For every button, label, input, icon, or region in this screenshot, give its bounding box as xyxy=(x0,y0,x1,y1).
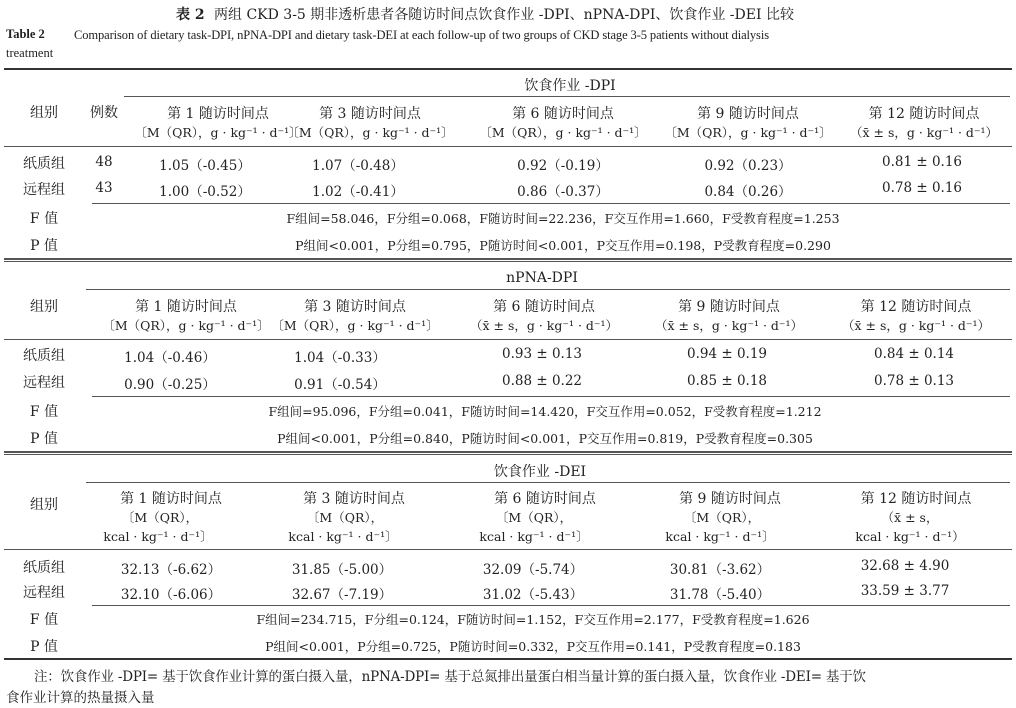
col-header-unit: kcal · kg⁻¹ · d⁻¹〕 xyxy=(665,529,775,544)
table-cell: 31.02（-5.43） xyxy=(482,587,584,603)
p-label: P 值 xyxy=(30,238,58,254)
col-group-header: 组别 xyxy=(30,497,58,513)
table-title-en: Comparison of dietary task-DPI, nPNA-DPI and dietary task-DEI at each follow-up of two groups of CKD stage 3-5 patients without dialysis xyxy=(74,28,769,42)
group-name: 纸质组 xyxy=(23,560,65,576)
table-cell: 0.86（-0.37） xyxy=(517,184,609,200)
col-header-unit: （x̄ ± s， xyxy=(881,510,939,525)
col-header-unit: kcal · kg⁻¹ · d⁻¹〕 xyxy=(288,529,398,544)
section-title: 饮食作业 -DPI xyxy=(524,78,616,94)
col-header: 第 1 随访时间点 xyxy=(120,491,222,507)
table-note-cont: 食作业计算的热量摄入量 xyxy=(6,690,155,706)
section-rule xyxy=(124,96,1010,97)
col-header: 第 9 随访时间点 xyxy=(679,491,781,507)
col-header: 第 12 随访时间点 xyxy=(868,106,980,122)
table-cell: 0.78 ± 0.16 xyxy=(881,180,963,196)
f-statistics: F组间=95.096，F分组=0.041，F随访时间=14.420，F交互作用=0.052，F受教育程度=1.212 xyxy=(268,404,822,419)
col-header-unit: kcal · kg⁻¹ · d⁻¹） xyxy=(855,529,965,544)
section-rule xyxy=(86,482,1010,483)
col-header-unit: 〔M（QR），g · kg⁻¹ · d⁻¹〕 xyxy=(479,125,647,140)
col-cases-header: 例数 xyxy=(90,105,118,121)
col-header-unit: 〔M（QR），g · kg⁻¹ · d⁻¹〕 xyxy=(102,318,270,333)
col-header-unit: 〔M（QR），g · kg⁻¹ · d⁻¹〕 xyxy=(286,125,454,140)
table-cell: 32.67（-7.19） xyxy=(291,587,393,603)
p-label: P 值 xyxy=(30,639,58,655)
table-cell: 1.02（-0.41） xyxy=(312,184,404,200)
col-header-unit: kcal · kg⁻¹ · d⁻¹〕 xyxy=(103,529,213,544)
table-cell: 1.05（-0.45） xyxy=(159,158,251,174)
col-header-unit: 〔M（QR）， xyxy=(683,510,761,525)
stat-rule xyxy=(92,203,1010,204)
f-label: F 值 xyxy=(29,612,59,628)
header-rule xyxy=(4,549,1012,550)
group-name: 纸质组 xyxy=(23,156,65,172)
section-rule xyxy=(86,289,1010,290)
section-divider xyxy=(4,261,1012,262)
col-header-unit: 〔M（QR）， xyxy=(306,510,384,525)
stat-rule xyxy=(92,605,1010,606)
table-note: 注：饮食作业 -DPI= 基于饮食作业计算的蛋白摄入量，nPNA-DPI= 基于总氮排出量蛋白相当量计算的蛋白摄入量，饮食作业 -DEI= 基于饮 xyxy=(34,669,866,685)
table-cell: 0.92（-0.19） xyxy=(517,158,609,174)
col-header-unit: （x̄ ± s，g · kg⁻¹ · d⁻¹） xyxy=(469,318,619,333)
col-header-unit: kcal · kg⁻¹ · d⁻¹〕 xyxy=(479,529,589,544)
table-title-en-cont: treatment xyxy=(6,46,54,60)
f-label: F 值 xyxy=(29,404,59,420)
table-cell: 0.85 ± 0.18 xyxy=(686,373,768,389)
table-cell: 1.00（-0.52） xyxy=(159,184,251,200)
group-count: 43 xyxy=(95,180,113,196)
f-statistics: F组间=234.715，F分组=0.124，F随访时间=1.152，F交互作用=2.177，F受教育程度=1.626 xyxy=(256,612,810,627)
section-divider xyxy=(4,258,1012,260)
table-title-cn: 两组 CKD 3-5 期非透析患者各随访时间点饮食作业 -DPI、nPNA-DPI、饮食作业 -DEI 比较 xyxy=(214,7,794,23)
table-cell: 0.84（0.26） xyxy=(704,184,792,200)
f-label: F 值 xyxy=(29,211,59,227)
section-title: nPNA-DPI xyxy=(506,270,578,286)
header-rule xyxy=(4,146,1012,147)
f-statistics: F组间=58.046，F分组=0.068，F随访时间=22.236，F交互作用=1.660，F受教育程度=1.253 xyxy=(286,211,840,226)
col-header-unit: 〔M（QR）， xyxy=(495,510,573,525)
col-header-unit: 〔M（QR）， xyxy=(121,510,199,525)
col-header-unit: 〔M（QR），g · kg⁻¹ · d⁻¹〕 xyxy=(271,318,439,333)
col-header: 第 3 随访时间点 xyxy=(319,106,421,122)
col-header: 第 1 随访时间点 xyxy=(135,299,237,315)
table-cell: 1.07（-0.48） xyxy=(312,158,404,174)
table-cell: 0.84 ± 0.14 xyxy=(873,346,955,362)
p-statistics: P组间<0.001，P分组=0.840，P随访时间<0.001，P交互作用=0.819，P受教育程度=0.305 xyxy=(277,431,813,446)
section-divider xyxy=(4,451,1012,453)
table-label-cn: 表 2 xyxy=(176,7,205,23)
col-header: 第 3 随访时间点 xyxy=(303,491,405,507)
table-cell: 1.04（-0.33） xyxy=(294,350,386,366)
table-cell: 0.94 ± 0.19 xyxy=(686,346,768,362)
table-cell: 33.59 ± 3.77 xyxy=(860,583,950,599)
stat-rule xyxy=(92,396,1010,397)
col-header-unit: （x̄ ± s，g · kg⁻¹ · d⁻¹） xyxy=(654,318,804,333)
col-header: 第 1 随访时间点 xyxy=(167,106,269,122)
table-cell: 0.78 ± 0.13 xyxy=(873,373,955,389)
col-header: 第 12 随访时间点 xyxy=(860,491,972,507)
col-header: 第 6 随访时间点 xyxy=(493,299,595,315)
table-cell: 0.92（0.23） xyxy=(704,158,792,174)
section-divider xyxy=(4,454,1012,455)
table-cell: 32.68 ± 4.90 xyxy=(860,558,950,574)
table-cell: 30.81（-3.62） xyxy=(669,562,771,578)
table-cell: 31.85（-5.00） xyxy=(291,562,393,578)
group-name: 纸质组 xyxy=(23,348,65,364)
table-cell: 31.78（-5.40） xyxy=(669,587,771,603)
group-name: 远程组 xyxy=(23,375,65,391)
table-cell: 32.10（-6.06） xyxy=(120,587,222,603)
col-header: 第 3 随访时间点 xyxy=(304,299,406,315)
table-cell: 0.88 ± 0.22 xyxy=(501,373,583,389)
p-statistics: P组间<0.001，P分组=0.725，P随访时间=0.332，P交互作用=0.141，P受教育程度=0.183 xyxy=(265,639,801,654)
col-header: 第 6 随访时间点 xyxy=(512,106,614,122)
col-group-header: 组别 xyxy=(30,105,58,121)
col-header-unit: 〔M（QR），g · kg⁻¹ · d⁻¹〕 xyxy=(664,125,832,140)
header-rule xyxy=(4,339,1012,340)
col-header: 第 12 随访时间点 xyxy=(860,299,972,315)
col-header-unit: 〔M（QR），g · kg⁻¹ · d⁻¹〕 xyxy=(134,125,302,140)
p-statistics: P组间<0.001，P分组=0.795，P随访时间<0.001，P交互作用=0.198，P受教育程度=0.290 xyxy=(295,238,831,253)
table-cell: 1.04（-0.46） xyxy=(124,350,216,366)
col-header-unit: （x̄ ± s，g · kg⁻¹ · d⁻¹） xyxy=(841,318,991,333)
table-cell: 0.93 ± 0.13 xyxy=(501,346,583,362)
group-name: 远程组 xyxy=(23,182,65,198)
col-group-header: 组别 xyxy=(30,299,58,315)
col-header: 第 9 随访时间点 xyxy=(697,106,799,122)
group-count: 48 xyxy=(95,154,113,170)
table-cell: 32.13（-6.62） xyxy=(120,562,222,578)
table-cell: 0.90（-0.25） xyxy=(124,377,216,393)
top-rule xyxy=(4,68,1012,70)
table-cell: 32.09（-5.74） xyxy=(482,562,584,578)
table-cell: 0.81 ± 0.16 xyxy=(881,154,963,170)
col-header-unit: （x̄ ± s，g · kg⁻¹ · d⁻¹） xyxy=(849,125,999,140)
p-label: P 值 xyxy=(30,431,58,447)
group-name: 远程组 xyxy=(23,585,65,601)
table-label-en: Table 2 xyxy=(6,27,45,41)
col-header: 第 9 随访时间点 xyxy=(678,299,780,315)
table-cell: 0.91（-0.54） xyxy=(294,377,386,393)
bottom-rule xyxy=(4,658,1012,660)
section-title: 饮食作业 -DEI xyxy=(493,464,587,480)
col-header: 第 6 随访时间点 xyxy=(494,491,596,507)
